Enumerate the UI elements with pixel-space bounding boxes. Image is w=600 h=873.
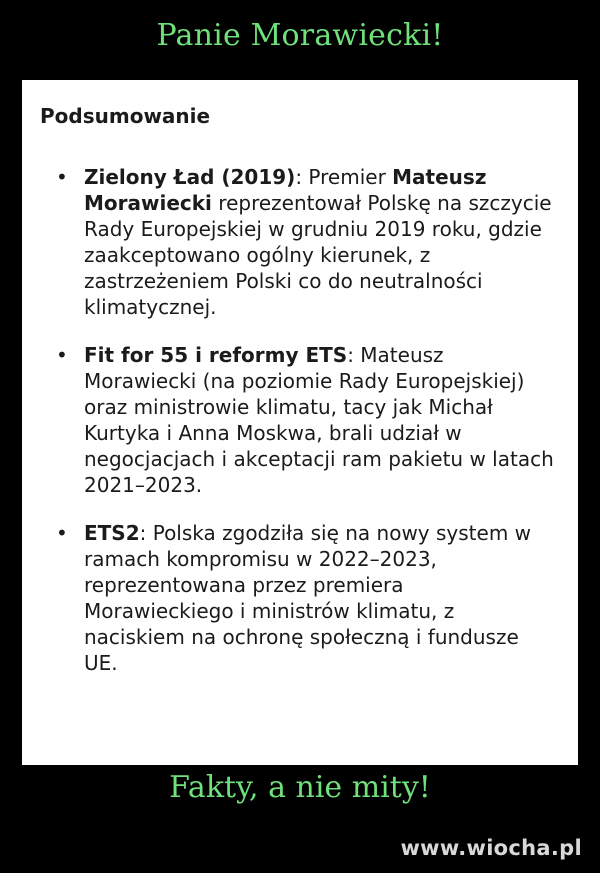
item-text: : Premier [295,165,393,189]
item-lead: Zielony Ład (2019) [84,165,296,189]
list-item [56,342,556,498]
summary-heading: Podsumowanie [40,104,211,128]
bullet-icon: • [56,343,68,367]
list-item [56,520,556,676]
item-bold-name: Mateusz Morawiecki [84,165,487,215]
item-lead: ETS2 [84,521,140,545]
site-watermark: www.wiocha.pl [400,836,582,860]
screenshot-card [22,80,578,765]
top-caption: Panie Morawiecki! [156,18,444,53]
bottom-caption: Fakty, a nie mity! [169,770,431,805]
item-text: reprezentował Polskę na szczycie Rady Europejskiej w grudniu 2019 roku, gdzie zaakceptowano ogólny kierunek, z zastrzeżeniem Polski co do neutralności klimatycznej. [84,191,552,319]
bullet-icon: • [56,521,68,545]
list-item [56,164,556,320]
bullet-icon: • [56,165,68,189]
item-text: : Polska zgodziła się na nowy system w ramach kompromisu w 2022–2023, reprezentowana przez premiera Morawieckiego i ministrów klimatu, z naciskiem na ochronę społeczną i fundusze UE. [84,521,532,675]
item-lead: Fit for 55 i reformy ETS [84,343,348,367]
summary-list [56,164,556,698]
item-text: : Mateusz Morawiecki (na poziomie Rady Europejskiej) oraz ministrowie klimatu, tacy jak Michał Kurtyka i Anna Moskwa, brali udział w negocjacjach i akceptacji ram pakietu w latach 2021–2023. [84,343,554,497]
